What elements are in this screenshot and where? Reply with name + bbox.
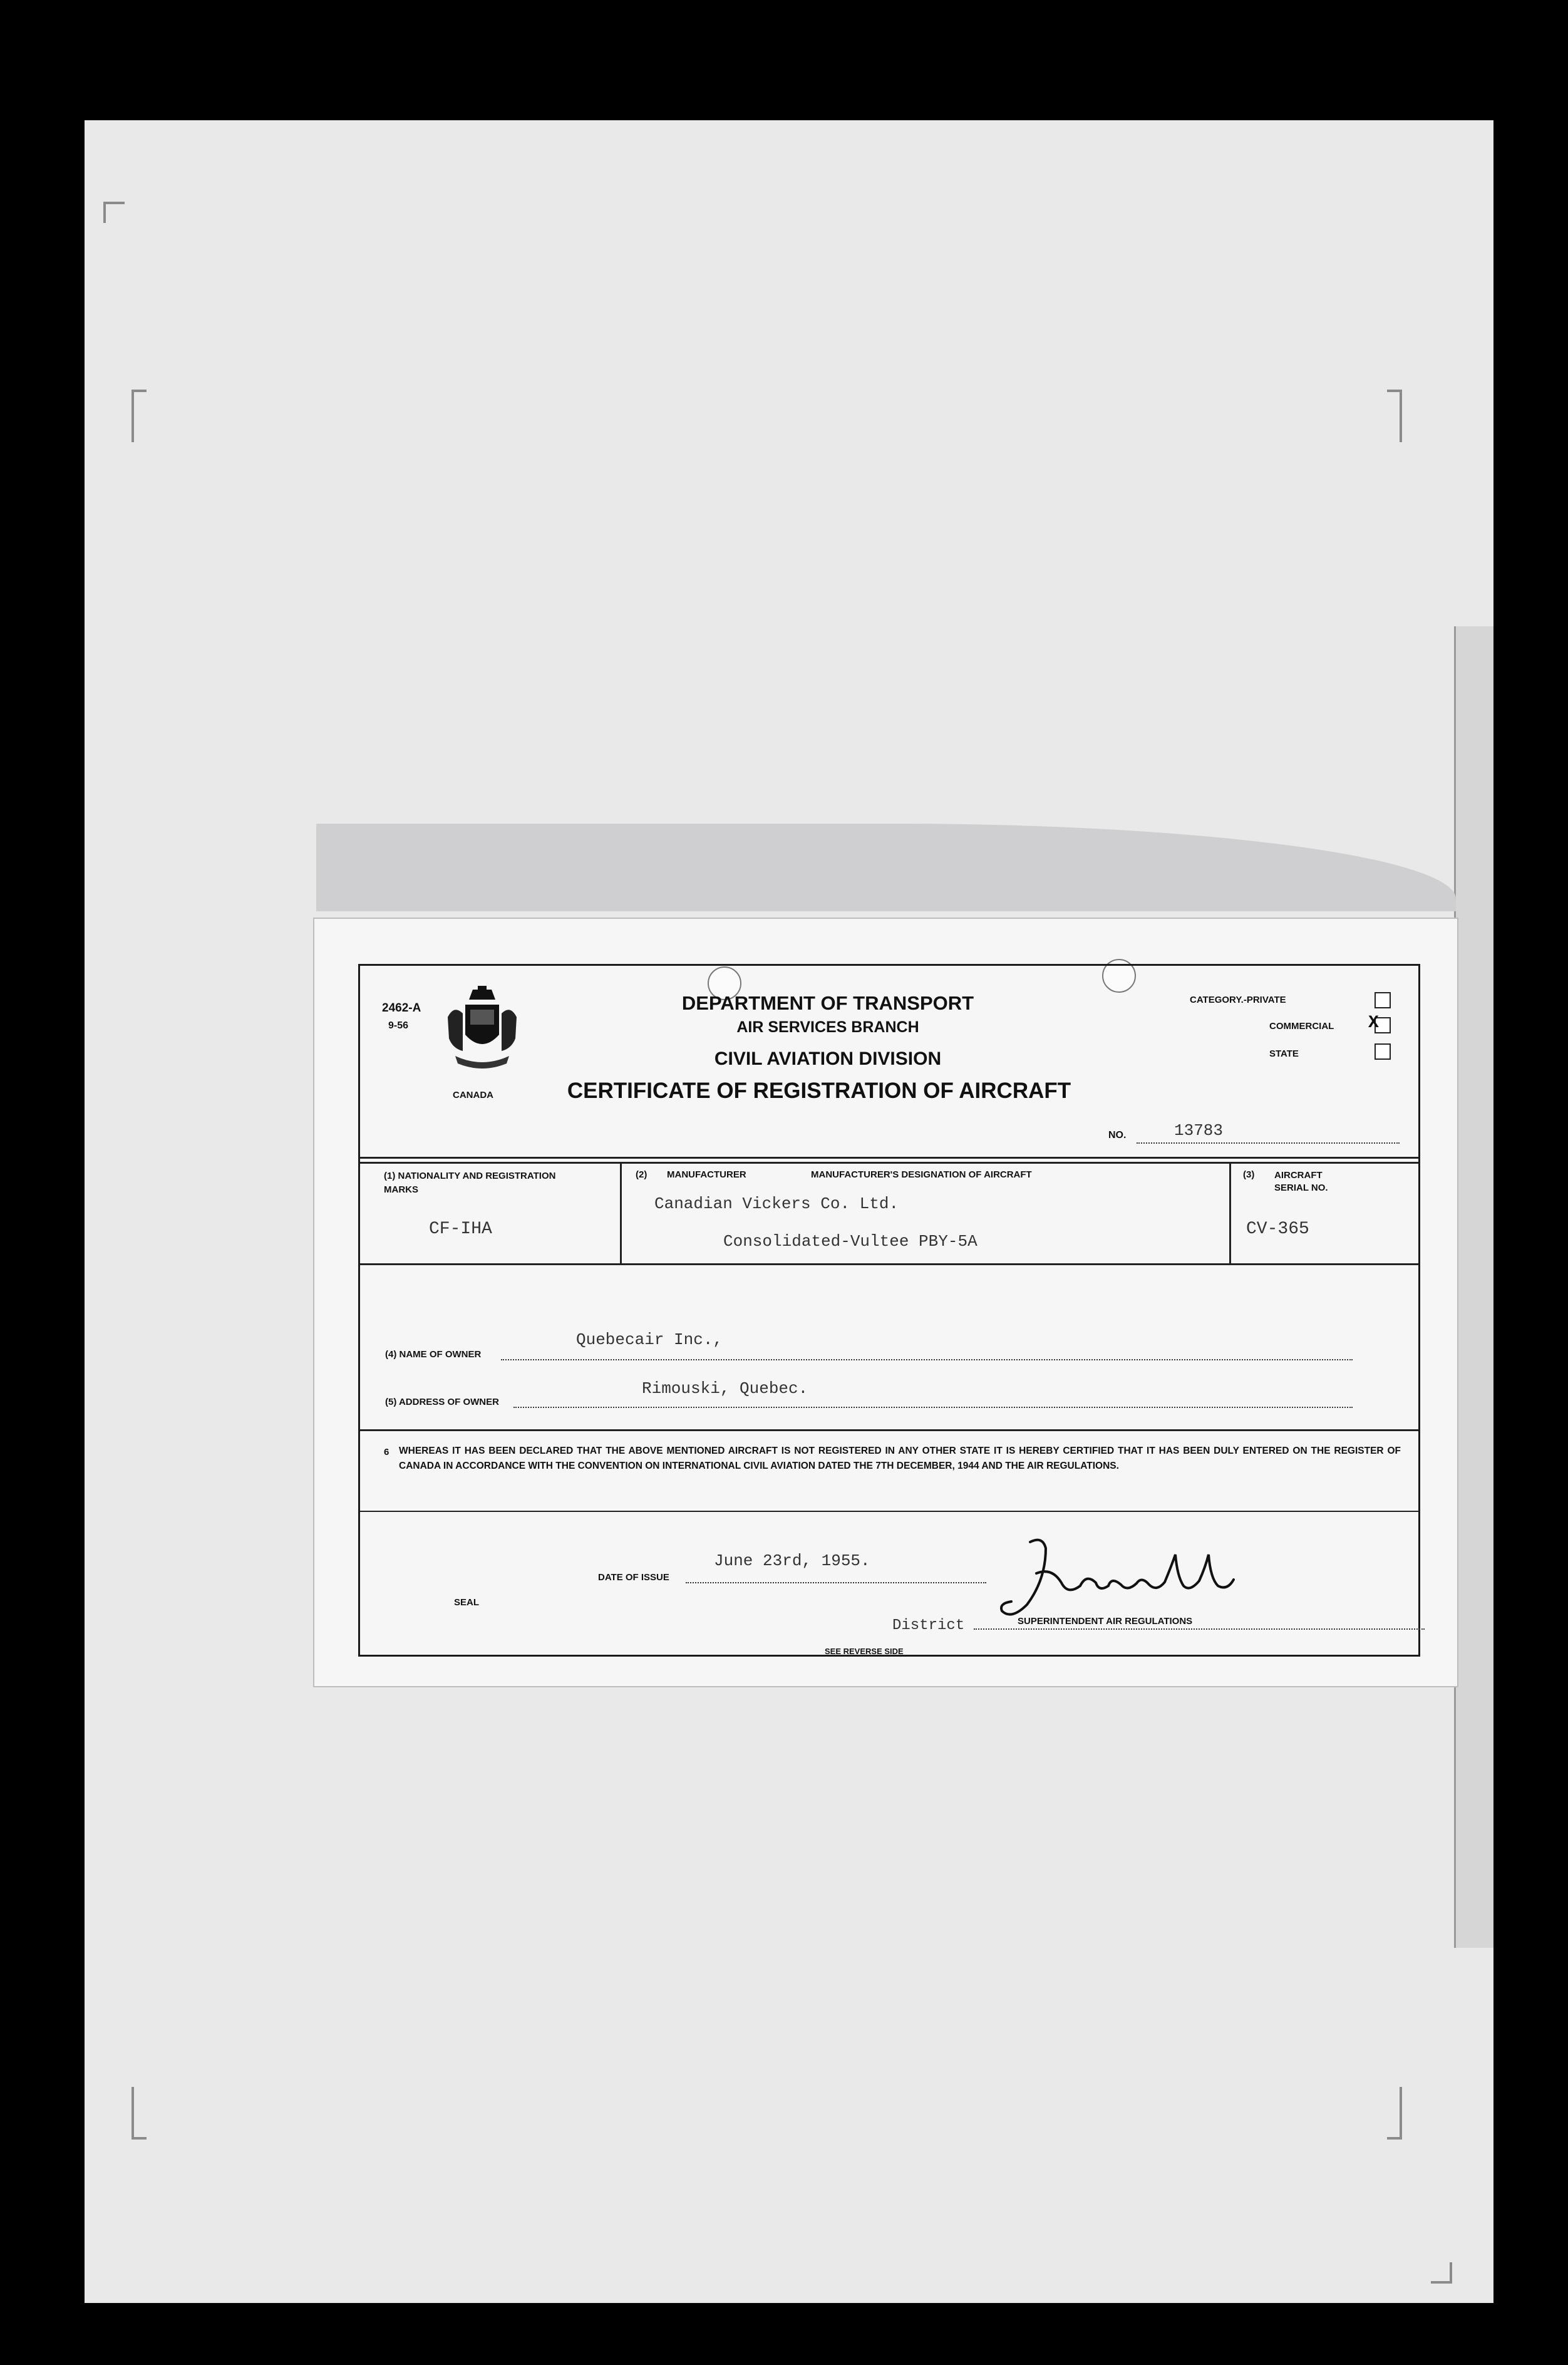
branch-title: AIR SERVICES BRANCH	[736, 1018, 919, 1036]
crop-mark	[132, 2087, 147, 2140]
column-divider	[1229, 1163, 1231, 1263]
address-line	[513, 1407, 1353, 1408]
declaration-text: WHEREAS IT HAS BEEN DECLARED THAT THE ABOVE MENTIONED AIRCRAFT IS NOT REGISTERED IN ANY OTHER STATE IT IS HEREBY CERTIFIED THAT IT HAS BEEN DULY ENTERED ON THE REGISTER OF CANADA IN ACCORDANCE WITH THE CONVENTION ON INTERNATIONAL CIVIL AVIATION DATED THE 7TH DECEMBER, 1944 AND THE AIR REGULATIONS.	[399, 1446, 1401, 1471]
see-reverse-side: SEE REVERSE SIDE	[825, 1647, 904, 1656]
serial-value: CV-365	[1246, 1219, 1309, 1239]
crop-mark	[132, 390, 147, 442]
date-of-issue-value: June 23rd, 1955.	[714, 1551, 870, 1570]
declaration-bottom-rule	[360, 1511, 1418, 1512]
form-date: 9-56	[388, 1020, 409, 1031]
designation-label: MANUFACTURER'S DESIGNATION OF AIRCRAFT	[811, 1169, 1032, 1180]
signature-line	[974, 1628, 1425, 1630]
date-of-issue-label: DATE OF ISSUE	[598, 1572, 669, 1583]
crop-mark	[1387, 390, 1402, 442]
commercial-check-mark: X	[1368, 1013, 1379, 1033]
table-top-rule	[360, 1157, 1418, 1159]
date-line	[686, 1582, 986, 1583]
table-top-rule-2	[360, 1162, 1418, 1164]
column-divider	[620, 1163, 622, 1263]
owner-label: (4) NAME OF OWNER	[385, 1349, 482, 1360]
signature-image	[993, 1529, 1306, 1623]
certificate-no-label: NO.	[1108, 1130, 1127, 1141]
address-value: Rimouski, Quebec.	[642, 1379, 808, 1398]
declaration-number: 6	[384, 1447, 389, 1457]
certificate-card	[313, 918, 1458, 1687]
seal-label: SEAL	[454, 1597, 480, 1608]
crop-mark	[103, 202, 125, 223]
nationality-value: CF-IHA	[429, 1219, 492, 1239]
certificate-frame	[358, 964, 1420, 1657]
division-title: CIVIL AVIATION DIVISION	[714, 1048, 942, 1069]
number-line	[1137, 1142, 1400, 1144]
table-bottom-rule	[360, 1263, 1418, 1265]
serial-number-label-num: (3)	[1243, 1169, 1255, 1180]
category-state-label: STATE	[1269, 1048, 1299, 1059]
district-label: District	[892, 1617, 965, 1634]
country-label: CANADA	[453, 1090, 493, 1100]
state-checkbox[interactable]	[1375, 1043, 1391, 1060]
owner-line	[501, 1359, 1353, 1360]
category-private-label: CATEGORY.-PRIVATE	[1190, 995, 1286, 1005]
owner-value: Quebecair Inc.,	[576, 1330, 723, 1349]
superintendent-label: SUPERINTENDENT AIR REGULATIONS	[1018, 1616, 1193, 1627]
manufacturer-value: Canadian Vickers Co. Ltd.	[654, 1194, 899, 1213]
certificate-number: 13783	[1174, 1121, 1224, 1140]
department-title: DEPARTMENT OF TRANSPORT	[681, 992, 974, 1014]
declaration-top-rule	[360, 1429, 1418, 1431]
crop-mark	[1431, 2262, 1452, 2284]
crop-mark	[1387, 2087, 1402, 2140]
paper-edge-shadow	[1454, 626, 1493, 1948]
manufacturer-label: MANUFACTURER	[667, 1169, 746, 1180]
category-commercial-label: COMMERCIAL	[1269, 1021, 1334, 1032]
address-label: (5) ADDRESS OF OWNER	[385, 1397, 499, 1407]
nationality-label: (1) NATIONALITY AND REGISTRATION MARKS	[384, 1171, 556, 1195]
private-checkbox[interactable]	[1375, 992, 1391, 1008]
manufacturer-number: (2)	[636, 1169, 647, 1180]
form-number: 2462-A	[382, 1001, 421, 1015]
serial-label: AIRCRAFT SERIAL NO.	[1274, 1170, 1328, 1193]
designation-value: Consolidated-Vultee PBY-5A	[723, 1232, 977, 1251]
certificate-title: CERTIFICATE OF REGISTRATION OF AIRCRAFT	[567, 1079, 1071, 1103]
